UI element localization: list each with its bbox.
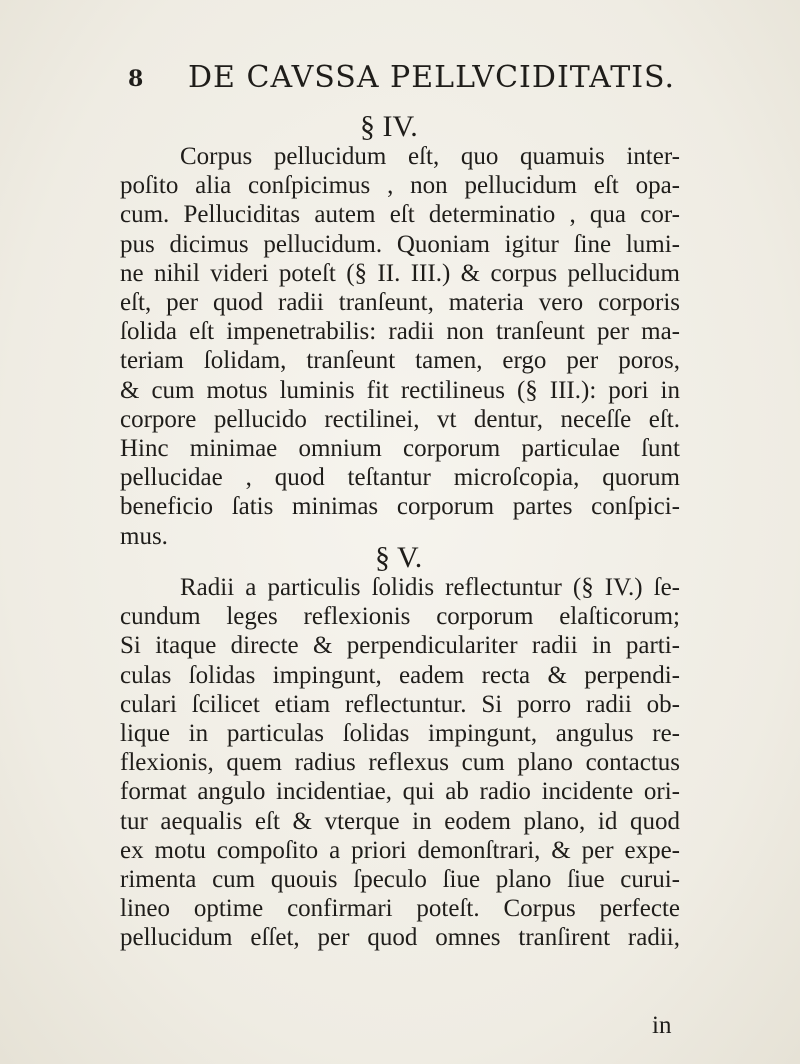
text-line: pellucidum eſſet, per quod omnes tranſirent radii, — [120, 924, 680, 952]
text-line: ex motu compoſito a priori demonſtrari, & per expe- — [120, 836, 680, 864]
text-line: flexionis, quem radius reflexus cum plano contactus — [120, 749, 680, 777]
text-line: lineo optime confirmari poteſt. Corpus perfecte — [120, 895, 680, 923]
text-line: pus dicimus pellucidum. Quoniam igitur ſine lumi- — [120, 230, 680, 258]
page-number: 8 — [128, 66, 144, 92]
text-line: Si itaque directe & perpendiculariter radii in parti- — [120, 632, 680, 660]
text-line: format angulo incidentiae, qui ab radio incidente ori- — [120, 778, 680, 806]
text-line: cundum leges reflexionis corporum elaſticorum; — [120, 603, 680, 631]
text-line: culari ſcilicet etiam reflectuntur. Si porro radii ob- — [120, 690, 680, 718]
text-line: tur aequalis eſt & vterque in eodem plano, id quod — [120, 807, 680, 835]
section-heading-iv: § IV. — [360, 110, 418, 143]
text-line: & cum motus luminis fit rectilineus (§ III.): pori in — [120, 376, 680, 404]
text-line: pellucidae , quod teſtantur microſcopia, quorum — [120, 464, 680, 492]
text-line: cum. Pelluciditas autem eſt determinatio , qua cor- — [120, 201, 680, 229]
text-line: ſolida eſt impenetrabilis: radii non tranſeunt per ma- — [120, 318, 680, 346]
text-line: poſito alia conſpicimus , non pellucidum eſt opa- — [120, 172, 680, 200]
text-line: mus. — [120, 522, 168, 550]
text-line: beneficio ſatis minimas corporum partes conſpici- — [120, 493, 680, 521]
running-title: DE CAVSSA PELLVCIDITATIS. — [188, 60, 676, 95]
text-line: Radii a particulis ſolidis reflectuntur (§ IV.) ſe- — [180, 574, 680, 601]
section-heading-v: § V. — [375, 541, 423, 574]
running-header — [128, 60, 688, 100]
text-line: teriam ſolidam, tranſeunt tamen, ergo per poros, — [120, 347, 680, 375]
paragraph-section-iv — [120, 142, 680, 551]
text-line: rimenta cum quouis ſpeculo ſiue plano ſiue curui- — [120, 866, 680, 894]
catchword: in — [652, 1012, 672, 1039]
text-line: eſt, per quod radii tranſeunt, materia vero corporis — [120, 289, 680, 317]
text-line: culas ſolidas impingunt, eadem recta & perpendi- — [120, 661, 680, 689]
text-line: Hinc minimae omnium corporum particulae ſunt — [120, 435, 680, 463]
text-line: lique in particulas ſolidas impingunt, angulus re- — [120, 720, 680, 748]
paragraph-section-v — [120, 573, 680, 953]
text-line: ne nihil videri poteſt (§ II. III.) & corpus pellucidum — [120, 259, 680, 287]
text-line: Corpus pellucidum eſt, quo quamuis inter- — [180, 143, 680, 170]
text-line: corpore pellucido rectilinei, vt dentur, neceſſe eſt. — [120, 405, 680, 433]
